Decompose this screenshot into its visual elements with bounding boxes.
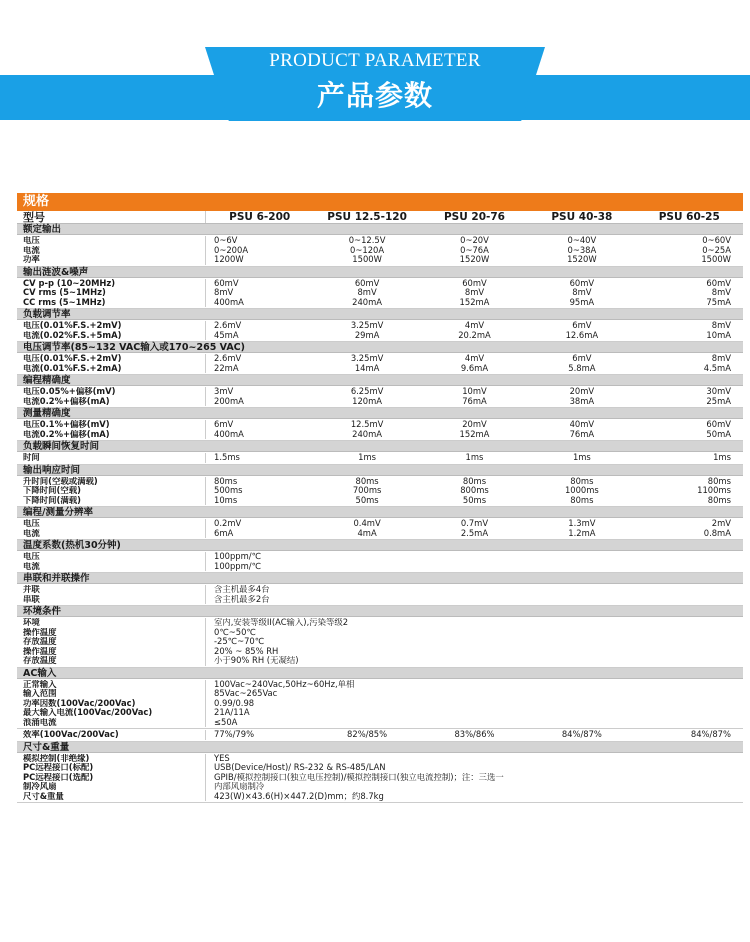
spec-row-label: 环境 <box>17 618 206 628</box>
spec-value: 30mV <box>706 387 731 396</box>
spec-row-label: 电压(0.01%F.S.+2mV) <box>17 354 206 364</box>
spec-group <box>17 235 743 267</box>
spec-value: 8mV <box>214 288 234 297</box>
spec-row <box>17 754 743 764</box>
spec-value: 8mV <box>572 288 592 297</box>
spec-value: 2mV <box>711 519 731 528</box>
spec-group <box>17 679 743 730</box>
model-name: PSU 40-38 <box>551 211 613 223</box>
spec-value: 1ms <box>358 453 377 462</box>
spec-row-label: 电压 <box>17 552 206 562</box>
spec-value: 84%/87% <box>561 730 602 739</box>
model-name: PSU 6-200 <box>229 211 291 223</box>
spec-value: 80ms <box>707 495 731 505</box>
spec-row <box>17 562 743 572</box>
spec-row <box>17 364 743 374</box>
spec-row-label: 正常输入 <box>17 680 206 690</box>
spec-value: 45mA <box>214 330 239 340</box>
spec-value: 240mA <box>352 297 383 307</box>
spec-value: 50mA <box>706 429 731 439</box>
spec-group <box>17 518 743 540</box>
spec-value: 1520W <box>567 255 597 264</box>
spec-group <box>17 320 743 342</box>
spec-row <box>17 656 743 666</box>
spec-title: 规格 <box>17 193 743 211</box>
spec-value: 152mA <box>459 297 490 307</box>
spec-value: 80ms <box>570 495 594 505</box>
spec-row-label: PC远程接口(标配) <box>17 763 206 773</box>
spec-row <box>17 486 743 496</box>
section-title: 温度系数(热机30分钟) <box>17 540 743 551</box>
spec-value: 4.5mA <box>703 363 731 373</box>
spec-value-shared: 20% ~ 85% RH <box>214 646 279 656</box>
spec-row <box>17 453 743 463</box>
spec-value: 3.25mV <box>350 321 384 330</box>
spec-row <box>17 618 743 628</box>
spec-row <box>17 792 743 802</box>
spec-value: 80ms <box>462 476 487 486</box>
spec-value: 75mA <box>706 297 731 307</box>
spec-value: 80ms <box>707 476 731 486</box>
spec-value: 50ms <box>462 495 487 505</box>
spec-row-label: CV rms (5~1MHz) <box>17 288 206 298</box>
spec-value: 22mA <box>214 363 239 373</box>
spec-row <box>17 689 743 699</box>
spec-value: 4mV <box>464 354 485 363</box>
spec-value-shared: -25℃~70℃ <box>214 637 265 646</box>
spec-row <box>17 773 743 783</box>
spec-row-label: 电压 <box>17 236 206 246</box>
spec-value: 50ms <box>355 495 379 505</box>
section-title: 电压调节率(85~132 VAC输入或170~265 VAC) <box>17 342 743 353</box>
spec-value-shared: 100Vac~240Vac,50Hz~60Hz,单相 <box>214 679 355 689</box>
spec-value-shared: 含主机最多4台 <box>214 585 270 594</box>
spec-value: 0.8mA <box>703 528 731 538</box>
spec-row <box>17 331 743 341</box>
spec-row <box>17 236 743 246</box>
spec-row <box>17 477 743 487</box>
spec-value: 8mV <box>711 288 731 297</box>
spec-row-label: CC rms (5~1MHz) <box>17 298 206 308</box>
spec-row-label: 存放温度 <box>17 656 206 666</box>
spec-row <box>17 637 743 647</box>
spec-value: 25mA <box>706 396 731 406</box>
spec-group <box>17 419 743 441</box>
spec-row-label: 电压 <box>17 519 206 529</box>
spec-row <box>17 718 743 728</box>
spec-row <box>17 288 743 298</box>
spec-row-label: 制冷风扇 <box>17 782 206 792</box>
spec-row <box>17 730 743 740</box>
spec-value-shared: USB(Device/Host)/ RS-232 & RS-485/LAN <box>214 763 386 772</box>
section-title: 负载调节率 <box>17 309 743 320</box>
spec-value-shared: 100ppm/℃ <box>214 552 262 561</box>
spec-row <box>17 321 743 331</box>
spec-row-label: 尺寸&重量 <box>17 792 206 802</box>
section-title: 输出响应时间 <box>17 465 743 476</box>
spec-value: 60mV <box>706 278 731 288</box>
spec-row-label: 时间 <box>17 453 206 463</box>
section-title: 尺寸&重量 <box>17 742 743 753</box>
spec-row <box>17 496 743 506</box>
section-title: AC输入 <box>17 668 743 679</box>
spec-row-label: 电流 <box>17 246 206 256</box>
spec-value: 4mV <box>464 321 485 330</box>
spec-value: 80ms <box>355 476 379 486</box>
spec-value: 152mA <box>459 429 490 439</box>
spec-row <box>17 782 743 792</box>
spec-value: 1100ms <box>697 486 731 495</box>
section-title: 环境条件 <box>17 606 743 617</box>
spec-row <box>17 680 743 690</box>
spec-row-label: 效率(100Vac/200Vac) <box>17 730 206 740</box>
spec-value: 6mV <box>572 321 592 330</box>
spec-value: 0~120A <box>350 245 385 255</box>
spec-value: 0~200A <box>214 245 249 255</box>
model-header-label: 型号 <box>17 211 206 223</box>
spec-group <box>17 729 743 742</box>
spec-row-label: 下降时间(空载) <box>17 486 206 496</box>
spec-row <box>17 699 743 709</box>
spec-value: 60mV <box>569 278 595 288</box>
spec-value: 1200W <box>214 255 244 264</box>
spec-value: 8mV <box>711 321 731 330</box>
spec-value: 0.2mV <box>214 519 242 528</box>
spec-value: 80ms <box>214 476 238 486</box>
spec-value-shared: 85Vac~265Vac <box>214 689 278 698</box>
spec-row-label: 最大输入电流(100Vac/200Vac) <box>17 708 206 718</box>
spec-group <box>17 584 743 606</box>
spec-row-label: 输入范围 <box>17 689 206 699</box>
spec-value: 8mV <box>357 288 377 297</box>
model-name: PSU 20-76 <box>443 211 505 223</box>
spec-row-label: 模拟控制(非绝缘) <box>17 754 206 764</box>
spec-value: 1.3mV <box>568 519 596 528</box>
section-title: 串联和并联操作 <box>17 573 743 584</box>
banner-title-zh: 产品参数 <box>316 79 433 112</box>
spec-group <box>17 551 743 573</box>
spec-value: 76mA <box>569 429 595 439</box>
spec-value: 0.7mV <box>460 519 489 528</box>
spec-group <box>17 452 743 465</box>
spec-value: 800ms <box>460 486 489 495</box>
spec-value: 0~40V <box>567 236 597 245</box>
spec-value: 700ms <box>352 486 382 495</box>
spec-value: 200mA <box>214 396 244 406</box>
spec-row-label: CV p-p (10~20MHz) <box>17 279 206 289</box>
spec-row-label: 操作温度 <box>17 647 206 657</box>
spec-value-shared: YES <box>214 753 230 763</box>
spec-value-shared: 小于90% RH (无凝结) <box>214 656 299 665</box>
spec-value: 8mV <box>711 354 731 363</box>
banner <box>0 0 750 125</box>
spec-row <box>17 647 743 657</box>
spec-row <box>17 246 743 256</box>
spec-value: 6mV <box>572 354 592 363</box>
spec-row-label: 电流 <box>17 529 206 539</box>
section-title: 编程/测量分辨率 <box>17 507 743 518</box>
spec-row <box>17 585 743 595</box>
spec-group <box>17 278 743 310</box>
spec-value: 14mA <box>354 363 380 373</box>
spec-row <box>17 298 743 308</box>
spec-row <box>17 430 743 440</box>
spec-sections <box>17 224 743 803</box>
spec-row <box>17 628 743 638</box>
spec-value: 2.6mV <box>214 321 242 330</box>
spec-value: 1.5ms <box>214 453 240 462</box>
spec-value: 40mV <box>569 420 595 429</box>
spec-value-shared: 0℃~50℃ <box>214 627 256 637</box>
spec-row <box>17 708 743 718</box>
spec-row-label: 并联 <box>17 585 206 595</box>
spec-row-label: 电压(0.01%F.S.+2mV) <box>17 321 206 331</box>
spec-value: 12.6mA <box>565 330 599 340</box>
spec-value: 1ms <box>572 453 591 462</box>
spec-value-shared: 含主机最多2台 <box>214 594 270 604</box>
spec-value: 12.5mV <box>350 420 384 429</box>
section-title: 编程精确度 <box>17 375 743 386</box>
spec-value: 120mA <box>352 396 383 406</box>
spec-row <box>17 552 743 562</box>
spec-value: 10mA <box>706 330 731 340</box>
spec-value: 2.5mA <box>460 528 489 538</box>
spec-row-label: 电流 <box>17 562 206 572</box>
spec-value: 0~20V <box>460 236 489 245</box>
spec-value-shared: GPIB/模拟控制接口(独立电压控制)/模拟控制接口(独立电流控制)；注：三选一 <box>214 772 504 782</box>
model-header-row <box>17 211 743 224</box>
spec-value: 1500W <box>352 255 382 264</box>
spec-value: 8mV <box>464 288 485 297</box>
spec-value-shared: 21A/11A <box>214 708 250 717</box>
spec-value: 1ms <box>465 453 484 462</box>
section-title: 测量精确度 <box>17 408 743 419</box>
spec-value: 0~76A <box>460 245 489 255</box>
spec-value: 400mA <box>214 297 244 307</box>
spec-value: 6mV <box>214 420 234 429</box>
spec-value: 2.6mV <box>214 354 242 363</box>
spec-value: 80ms <box>570 476 594 486</box>
spec-row-label: 电流(0.01%F.S.+2mA) <box>17 364 206 374</box>
spec-row <box>17 255 743 265</box>
spec-value: 38mA <box>569 396 595 406</box>
spec-value: 9.6mA <box>460 363 489 373</box>
spec-value: 1.2mA <box>568 528 596 538</box>
spec-value: 240mA <box>352 429 383 439</box>
spec-row-label: 操作温度 <box>17 628 206 638</box>
spec-row-label: 功率 <box>17 255 206 265</box>
spec-value: 84%/87% <box>690 730 731 739</box>
spec-row <box>17 420 743 430</box>
spec-row-label: 浪涌电流 <box>17 718 206 728</box>
model-name: PSU 60-25 <box>658 211 720 223</box>
spec-row <box>17 519 743 529</box>
spec-value: 0~25A <box>702 245 731 255</box>
banner-title-en: PRODUCT PARAMETER <box>269 50 481 71</box>
spec-row-label: 功率因数(100Vac/200Vac) <box>17 699 206 709</box>
spec-value: 5.8mA <box>568 363 596 373</box>
spec-value-shared: 内部风扇制冷 <box>214 782 265 791</box>
spec-value: 0.4mV <box>353 519 381 528</box>
spec-value: 95mA <box>569 297 595 307</box>
section-title: 负载瞬间恢复时间 <box>17 441 743 452</box>
spec-value: 60mV <box>214 278 239 288</box>
spec-row <box>17 595 743 605</box>
spec-value: 29mA <box>354 330 380 340</box>
spec-row <box>17 529 743 539</box>
spec-value: 10mV <box>462 387 487 396</box>
spec-value: 6.25mV <box>350 387 384 396</box>
spec-value: 0~38A <box>567 245 597 255</box>
spec-value: 500ms <box>214 486 243 495</box>
spec-value: 60mV <box>354 278 380 288</box>
spec-value: 10ms <box>214 495 238 505</box>
spec-value: 1000ms <box>564 486 599 495</box>
spec-value: 3mV <box>214 387 234 396</box>
spec-row-label: 下降时间(满载) <box>17 496 206 506</box>
spec-value: 1500W <box>701 255 731 264</box>
section-title: 输出涟波&噪声 <box>17 267 743 278</box>
spec-group <box>17 353 743 375</box>
spec-row-label: 电流0.2%+偏移(mA) <box>17 430 206 440</box>
spec-row <box>17 354 743 364</box>
spec-value: 4mA <box>357 528 377 538</box>
spec-value: 0~12.5V <box>348 236 386 245</box>
spec-value-shared: ≤50A <box>214 717 238 727</box>
spec-row <box>17 397 743 407</box>
spec-row <box>17 387 743 397</box>
spec-value: 60mV <box>462 278 487 288</box>
spec-value: 20mV <box>569 387 595 396</box>
spec-value-shared: 0.99/0.98 <box>214 698 255 708</box>
spec-value-shared: 100ppm/℃ <box>214 561 262 571</box>
spec-table <box>17 193 743 921</box>
spec-group <box>17 617 743 668</box>
spec-row-label: 升时间(空载或满载) <box>17 477 206 487</box>
spec-row <box>17 279 743 289</box>
section-title: 额定输出 <box>17 224 743 235</box>
spec-group <box>17 753 743 804</box>
spec-row <box>17 763 743 773</box>
spec-value: 1520W <box>459 255 490 264</box>
spec-row-label: 电流0.2%+偏移(mA) <box>17 397 206 407</box>
spec-value: 83%/86% <box>454 730 495 739</box>
spec-value: 76mA <box>462 396 487 406</box>
spec-value: 0~60V <box>702 236 731 245</box>
spec-value: 6mA <box>214 528 234 538</box>
spec-value: 60mV <box>706 420 731 429</box>
spec-row-label: 电流(0.02%F.S.+5mA) <box>17 331 206 341</box>
spec-value: 0~6V <box>214 236 238 245</box>
spec-value-shared: 室内,安装等级II(AC输入),污染等级2 <box>214 618 349 627</box>
spec-row-label: 存放温度 <box>17 637 206 647</box>
spec-value: 3.25mV <box>350 354 384 363</box>
spec-value: 20.2mA <box>458 330 491 340</box>
spec-group <box>17 476 743 508</box>
spec-group <box>17 386 743 408</box>
model-name: PSU 12.5-120 <box>327 211 407 223</box>
spec-row-label: 串联 <box>17 595 206 605</box>
spec-row-label: 电压0.05%+偏移(mV) <box>17 387 206 397</box>
spec-row-label: PC远程接口(选配) <box>17 773 206 783</box>
spec-value: 77%/79% <box>214 730 255 739</box>
spec-value: 20mV <box>462 420 487 429</box>
spec-value: 82%/85% <box>347 730 388 739</box>
spec-value-shared: 423(W)×43.6(H)×447.2(D)mm；约8.7kg <box>214 791 384 801</box>
spec-row-label: 电压0.1%+偏移(mV) <box>17 420 206 430</box>
spec-value: 400mA <box>214 429 244 439</box>
spec-value: 1ms <box>713 453 731 462</box>
